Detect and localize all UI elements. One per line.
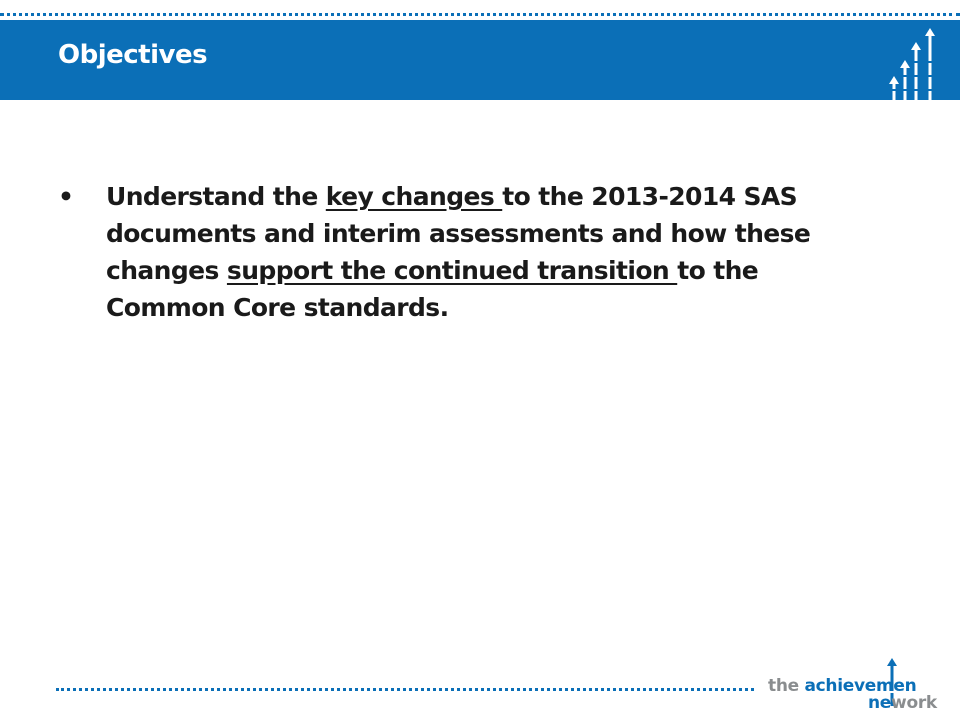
brand-the: the bbox=[768, 676, 805, 696]
brand-work: work bbox=[891, 693, 937, 713]
rising-arrows-icon bbox=[888, 26, 940, 100]
bullet-glyph: • bbox=[58, 182, 74, 211]
objective-support-transition: support the continued transition bbox=[226, 256, 678, 285]
brand-line-2 bbox=[868, 693, 937, 713]
top-dotted-divider bbox=[0, 13, 960, 16]
brand-ne: ne bbox=[868, 693, 892, 713]
objective-text-intro: Understand the bbox=[106, 182, 326, 211]
bottom-dotted-divider bbox=[56, 688, 754, 691]
objective-text-end: to the Common Core standards. bbox=[106, 256, 759, 322]
objective-text-middle: to the 2013-2014 SAS documents and interim assessments and how these changes bbox=[106, 182, 811, 285]
brand-achievement: achievemen bbox=[804, 676, 917, 696]
objective-key-changes: key changes bbox=[325, 182, 503, 211]
objectives-list bbox=[58, 178, 858, 326]
achievement-network-logo bbox=[768, 650, 948, 713]
objective-item bbox=[58, 178, 858, 326]
slide-title: Objectives bbox=[58, 40, 208, 70]
